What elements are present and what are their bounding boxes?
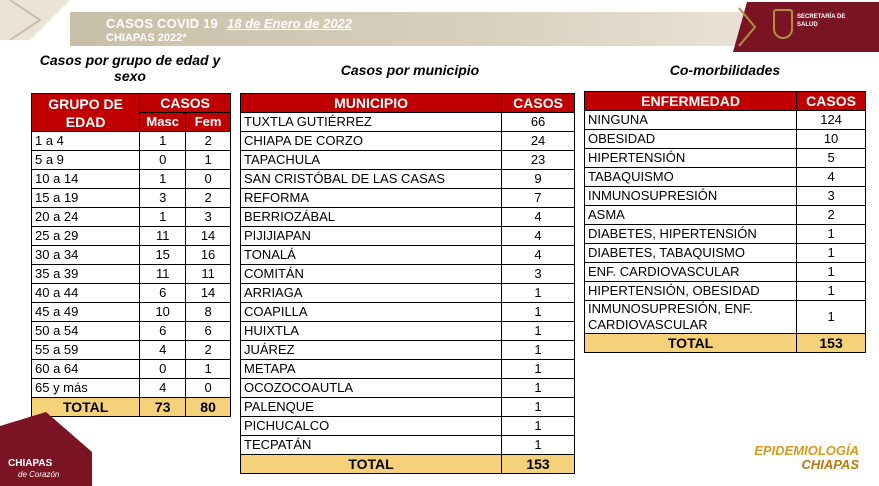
table-row [241, 341, 575, 360]
table-row [32, 379, 231, 398]
cell-casos: 1 [797, 225, 866, 244]
cell-name: OBESIDAD [585, 130, 797, 149]
total-masc: 73 [140, 398, 186, 417]
municipio-title: Casos por municipio [340, 62, 480, 78]
cell-casos: 1 [502, 284, 575, 303]
cell-casos: 2 [797, 206, 866, 225]
header-municipio: MUNICIPIO [241, 94, 502, 113]
header-casos: CASOS [797, 92, 866, 111]
cell-casos: 1 [502, 303, 575, 322]
cell-grupo: 50 a 54 [32, 322, 140, 341]
table-row [32, 360, 231, 379]
cell-name: NINGUNA [585, 111, 797, 130]
cell-casos: 3 [502, 265, 575, 284]
table-row [32, 151, 231, 170]
cell-name: ENF. CARDIOVASCULAR [585, 263, 797, 282]
cell-grupo: 60 a 64 [32, 360, 140, 379]
cell-name: TONALÁ [241, 246, 502, 265]
table-row [585, 301, 866, 334]
logo-text: SECRETARÍA DE SALUD [797, 14, 846, 28]
cell-name: INMUNOSUPRESIÓN [585, 187, 797, 206]
cell-fem: 2 [186, 189, 231, 208]
cell-masc: 1 [140, 170, 186, 189]
cell-name: HIPERTENSIÓN, OBESIDAD [585, 282, 797, 301]
cell-grupo: 15 a 19 [32, 189, 140, 208]
cell-fem: 11 [186, 265, 231, 284]
table-row [585, 206, 866, 225]
municipio-total-row [241, 455, 575, 474]
cell-casos: 1 [797, 263, 866, 282]
table-row [32, 170, 231, 189]
cell-grupo: 1 a 4 [32, 132, 140, 151]
cell-grupo: 55 a 59 [32, 341, 140, 360]
cell-grupo: 5 a 9 [32, 151, 140, 170]
header-grupo-edad: GRUPO DE EDAD [32, 94, 140, 132]
table-row [241, 246, 575, 265]
cell-masc: 1 [140, 132, 186, 151]
cell-name: INMUNOSUPRESIÓN, ENF. CARDIOVASCULAR [585, 301, 797, 334]
cell-casos: 1 [797, 282, 866, 301]
table-row [585, 168, 866, 187]
table-row [585, 282, 866, 301]
cell-casos: 66 [502, 113, 575, 132]
cell-casos: 3 [797, 187, 866, 206]
cell-name: PICHUCALCO [241, 417, 502, 436]
cell-casos: 4 [797, 168, 866, 187]
header-title: CASOS COVID 19 [106, 16, 218, 31]
table-row [585, 130, 866, 149]
table-row [241, 265, 575, 284]
cell-masc: 11 [140, 265, 186, 284]
cell-name: DIABETES, HIPERTENSIÓN [585, 225, 797, 244]
cell-masc: 15 [140, 246, 186, 265]
cell-name: JUÁREZ [241, 341, 502, 360]
cell-casos: 1 [502, 322, 575, 341]
cell-casos: 1 [502, 341, 575, 360]
cell-fem: 8 [186, 303, 231, 322]
cell-casos: 1 [502, 436, 575, 455]
header-casos: CASOS [140, 94, 231, 113]
table-row [241, 303, 575, 322]
cell-casos: 4 [502, 227, 575, 246]
edad-table [31, 93, 231, 417]
corner-decoration [0, 0, 70, 40]
cell-masc: 10 [140, 303, 186, 322]
cell-casos: 4 [502, 246, 575, 265]
table-row [241, 322, 575, 341]
municipio-table [240, 93, 575, 474]
epidemiologia-logo [727, 444, 859, 472]
table-row [32, 227, 231, 246]
cell-name: TAPACHULA [241, 151, 502, 170]
cell-name: SAN CRISTÓBAL DE LAS CASAS [241, 170, 502, 189]
cell-fem: 14 [186, 284, 231, 303]
epidemiologia-text: EPIDEMIOLOGÍA [754, 443, 859, 458]
header-subtitle: CHIAPAS 2022* [106, 32, 187, 44]
table-row [241, 227, 575, 246]
header-banner [70, 12, 810, 46]
cell-name: CHIAPA DE CORZO [241, 132, 502, 151]
cell-name: REFORMA [241, 189, 502, 208]
cell-masc: 6 [140, 322, 186, 341]
cell-masc: 0 [140, 360, 186, 379]
cell-grupo: 65 y más [32, 379, 140, 398]
cell-grupo: 30 a 34 [32, 246, 140, 265]
cell-name: COAPILLA [241, 303, 502, 322]
table-row [32, 132, 231, 151]
table-row [241, 132, 575, 151]
cell-masc: 0 [140, 151, 186, 170]
cell-name: TECPATÁN [241, 436, 502, 455]
table-row [585, 263, 866, 282]
cell-name: METAPA [241, 360, 502, 379]
cell-masc: 1 [140, 208, 186, 227]
table-row [585, 111, 866, 130]
cell-casos: 1 [797, 244, 866, 263]
cell-fem: 6 [186, 322, 231, 341]
total-label: TOTAL [32, 398, 140, 417]
table-row [32, 265, 231, 284]
cell-grupo: 45 a 49 [32, 303, 140, 322]
cell-casos: 10 [797, 130, 866, 149]
cell-casos: 9 [502, 170, 575, 189]
table-row [32, 189, 231, 208]
table-row [241, 284, 575, 303]
total-value: 153 [502, 455, 575, 474]
cell-masc: 6 [140, 284, 186, 303]
header-enfermedad: ENFERMEDAD [585, 92, 797, 111]
cell-casos: 7 [502, 189, 575, 208]
cell-name: HUIXTLA [241, 322, 502, 341]
cell-casos: 1 [797, 301, 866, 334]
cell-casos: 23 [502, 151, 575, 170]
cell-name: BERRIOZÁBAL [241, 208, 502, 227]
cell-fem: 2 [186, 132, 231, 151]
cell-masc: 3 [140, 189, 186, 208]
table-row [241, 379, 575, 398]
table-row [585, 244, 866, 263]
cell-masc: 11 [140, 227, 186, 246]
cell-fem: 14 [186, 227, 231, 246]
header-fem: Fem [186, 113, 231, 132]
table-row [241, 170, 575, 189]
cell-name: COMITÁN [241, 265, 502, 284]
cell-name: PALENQUE [241, 398, 502, 417]
table-row [585, 187, 866, 206]
cell-casos: 1 [502, 360, 575, 379]
cell-casos: 24 [502, 132, 575, 151]
cell-fem: 0 [186, 170, 231, 189]
cell-grupo: 25 a 29 [32, 227, 140, 246]
total-fem: 80 [186, 398, 231, 417]
cell-fem: 3 [186, 208, 231, 227]
table-row [32, 303, 231, 322]
cell-fem: 0 [186, 379, 231, 398]
cell-casos: 4 [502, 208, 575, 227]
cell-casos: 1 [502, 379, 575, 398]
table-row [241, 360, 575, 379]
comorbilidades-table [584, 91, 866, 353]
table-row [585, 149, 866, 168]
cell-fem: 1 [186, 151, 231, 170]
cell-name: PIJIJIAPAN [241, 227, 502, 246]
cell-masc: 4 [140, 379, 186, 398]
secretaria-salud-logo [733, 2, 879, 52]
cell-grupo: 40 a 44 [32, 284, 140, 303]
cell-fem: 2 [186, 341, 231, 360]
table-row [241, 208, 575, 227]
table-row [241, 417, 575, 436]
cell-grupo: 10 a 14 [32, 170, 140, 189]
epidemiologia-sub: CHIAPAS [801, 457, 859, 472]
table-row [241, 398, 575, 417]
coat-of-arms-icon [773, 9, 793, 39]
cell-name: OCOZOCOAUTLA [241, 379, 502, 398]
comorbilidades-total-row [585, 334, 866, 353]
table-row [32, 322, 231, 341]
comorbilidades-title: Co-morbilidades [669, 62, 781, 78]
cell-name: DIABETES, TABAQUISMO [585, 244, 797, 263]
cell-casos: 1 [502, 398, 575, 417]
table-row [32, 208, 231, 227]
cell-name: HIPERTENSIÓN [585, 149, 797, 168]
table-row [241, 436, 575, 455]
cell-grupo: 20 a 24 [32, 208, 140, 227]
cell-fem: 16 [186, 246, 231, 265]
cell-fem: 1 [186, 360, 231, 379]
cell-name: TUXTLA GUTIÉRREZ [241, 113, 502, 132]
table-row [241, 189, 575, 208]
table-row [241, 151, 575, 170]
edad-title: Casos por grupo de edad y sexo [39, 52, 221, 84]
cell-grupo: 35 a 39 [32, 265, 140, 284]
table-row [241, 113, 575, 132]
table-row [32, 341, 231, 360]
header-masc: Masc [140, 113, 186, 132]
cell-masc: 4 [140, 341, 186, 360]
brand-text: CHIAPAS de Corazón [8, 458, 60, 479]
table-row [585, 225, 866, 244]
cell-casos: 124 [797, 111, 866, 130]
table-row [32, 246, 231, 265]
cell-name: TABAQUISMO [585, 168, 797, 187]
cell-name: ASMA [585, 206, 797, 225]
header-date: 18 de Enero de 2022 [227, 16, 353, 31]
total-value: 153 [797, 334, 866, 353]
cell-casos: 5 [797, 149, 866, 168]
cell-casos: 1 [502, 417, 575, 436]
total-label: TOTAL [241, 455, 502, 474]
header-casos: CASOS [502, 94, 575, 113]
cell-name: ARRIAGA [241, 284, 502, 303]
total-label: TOTAL [585, 334, 797, 353]
table-row [32, 284, 231, 303]
